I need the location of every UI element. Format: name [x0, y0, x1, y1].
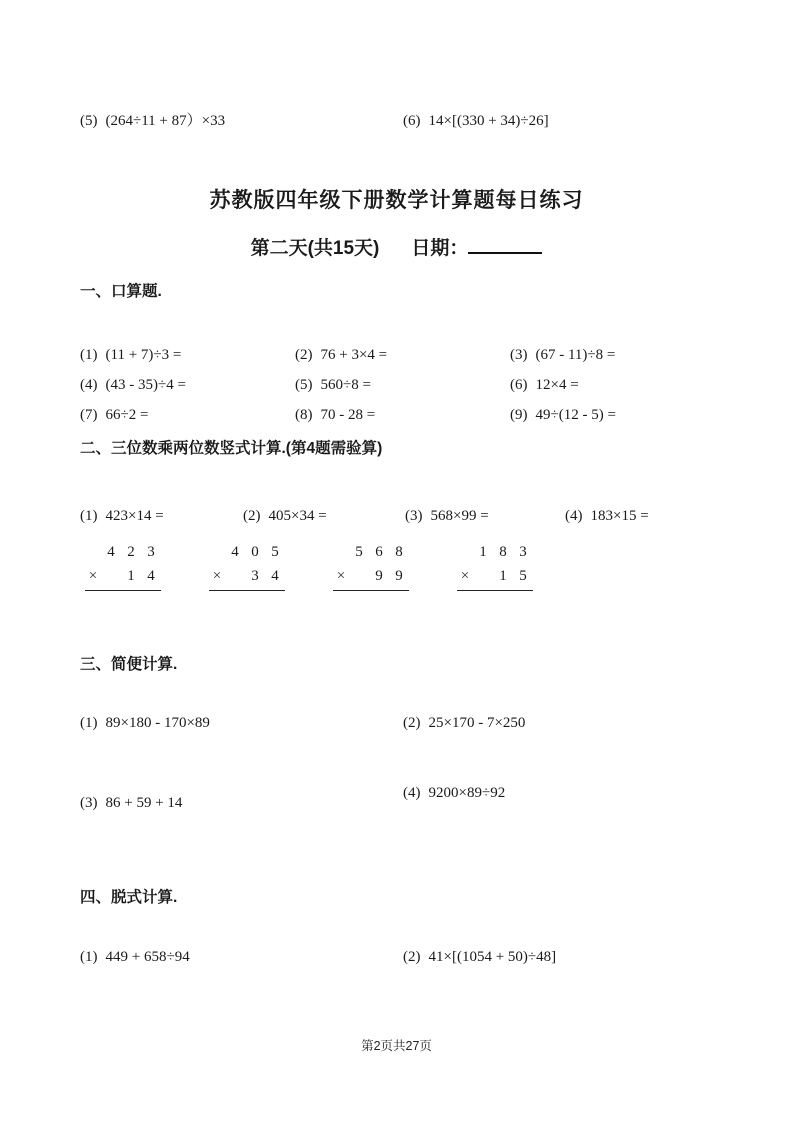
vertical-multiplication [333, 540, 409, 591]
problem-number: (2) [243, 508, 261, 524]
problem [243, 505, 405, 527]
problem-expression: (67 - 11)÷8 = [535, 347, 616, 363]
problem [295, 340, 510, 370]
problem [80, 400, 295, 430]
digit: 4 [231, 544, 239, 560]
problem-number: (2) [403, 949, 421, 965]
problem [80, 370, 295, 400]
problem-number: (1) [80, 949, 98, 965]
carryover-problems-row [80, 110, 713, 132]
multiply-sign: × [88, 568, 98, 584]
problem [403, 782, 713, 814]
problem-expression: 9200×89÷92 [428, 785, 506, 801]
problem-number: (4) [80, 377, 98, 393]
problem-number: (2) [403, 715, 421, 731]
multiply-sign: × [336, 568, 346, 584]
problem [403, 946, 713, 968]
page-title: 苏教版四年级下册数学计算题每日练习 [209, 189, 584, 212]
digit: 1 [127, 568, 135, 584]
problem-number: (5) [80, 113, 98, 129]
problem-number: (6) [403, 113, 421, 129]
digit: 9 [395, 568, 403, 584]
problem-number: (7) [80, 407, 98, 423]
digit: 5 [355, 544, 363, 560]
section3-heading: 三、简便计算. [80, 656, 178, 673]
page-number-footer: 第2页共27页 [361, 1039, 432, 1053]
digit: 1 [499, 568, 507, 584]
vertical-multiplication [85, 540, 161, 591]
problem [80, 110, 403, 132]
problem [295, 400, 510, 430]
problem-expression: 66÷2 = [105, 407, 149, 423]
problem-expression: 423×14 = [105, 508, 164, 524]
problem [80, 782, 403, 814]
problem [403, 110, 713, 132]
problem-expression: 405×34 = [268, 508, 327, 524]
problem-expression: 25×170 - 7×250 [428, 715, 526, 731]
digit: 8 [395, 544, 403, 560]
problem [510, 340, 713, 370]
page-subtitle [80, 235, 713, 263]
digit: 3 [251, 568, 259, 584]
vertical-multiplication [457, 540, 533, 591]
problem-expression: 76 + 3×4 = [320, 347, 388, 363]
problem-number: (3) [80, 795, 98, 811]
problem [80, 946, 403, 968]
problem-number: (2) [295, 347, 313, 363]
problem-expression: 14×[(330 + 34)÷26] [428, 113, 549, 129]
digit: 3 [147, 544, 155, 560]
problem-number: (1) [80, 715, 98, 731]
digit: 1 [479, 544, 487, 560]
section3-problem-row [80, 782, 713, 814]
digit: 3 [519, 544, 527, 560]
vertical-multiplication [209, 540, 285, 591]
problem [80, 340, 295, 370]
problem-expression: 49÷(12 - 5) = [535, 407, 616, 423]
day-label: 第二天(共15天) [250, 238, 380, 259]
section2-heading: 二、三位数乘两位数竖式计算.(第4题需验算) [80, 440, 383, 457]
problem-number: (1) [80, 347, 98, 363]
problem [565, 505, 713, 527]
problem-expression: 183×15 = [590, 508, 649, 524]
digit: 8 [499, 544, 507, 560]
problem [80, 505, 243, 527]
multiply-sign: × [460, 568, 470, 584]
digit: 2 [127, 544, 135, 560]
problem-expression: 449 + 658÷94 [105, 949, 190, 965]
digit: 5 [519, 568, 527, 584]
digit: 9 [375, 568, 383, 584]
problem-expression: 89×180 - 170×89 [105, 715, 210, 731]
digit: 0 [251, 544, 259, 560]
section3-problem-row [80, 712, 713, 734]
problem-expression: 86 + 59 + 14 [105, 795, 183, 811]
problem [510, 400, 713, 430]
problem-expression: 560÷8 = [320, 377, 371, 393]
problem [510, 370, 713, 400]
vertical-multiplication-row [85, 540, 713, 591]
problem-expression: (11 + 7)÷3 = [105, 347, 182, 363]
problem-number: (3) [510, 347, 528, 363]
section2-problem-row [80, 505, 713, 527]
problem [403, 712, 713, 734]
problem-number: (4) [565, 508, 583, 524]
problem-number: (8) [295, 407, 313, 423]
digit: 4 [147, 568, 155, 584]
problem-expression: 568×99 = [430, 508, 489, 524]
digit: 6 [375, 544, 383, 560]
problem-expression: 70 - 28 = [320, 407, 376, 423]
problem-number: (9) [510, 407, 528, 423]
problem-expression: 41×[(1054 + 50)÷48] [428, 949, 557, 965]
problem-expression: 12×4 = [535, 377, 579, 393]
section4-heading: 四、脱式计算. [80, 889, 178, 906]
problem-number: (6) [510, 377, 528, 393]
problem [80, 712, 403, 734]
problem-expression: (43 - 35)÷4 = [105, 377, 186, 393]
problem [405, 505, 565, 527]
problem-number: (4) [403, 785, 421, 801]
section1-problem-grid [80, 340, 713, 430]
date-blank-line [468, 238, 542, 254]
section4-problem-row [80, 946, 713, 968]
problem-number: (5) [295, 377, 313, 393]
digit: 5 [271, 544, 279, 560]
problem [295, 370, 510, 400]
problem-expression: (264÷11 + 87）×33 [105, 113, 226, 129]
problem-number: (3) [405, 508, 423, 524]
section1-heading: 一、口算题. [80, 283, 162, 300]
date-label: 日期： [411, 238, 469, 259]
problem-number: (1) [80, 508, 98, 524]
digit: 4 [107, 544, 115, 560]
multiply-sign: × [212, 568, 222, 584]
digit: 4 [271, 568, 279, 584]
